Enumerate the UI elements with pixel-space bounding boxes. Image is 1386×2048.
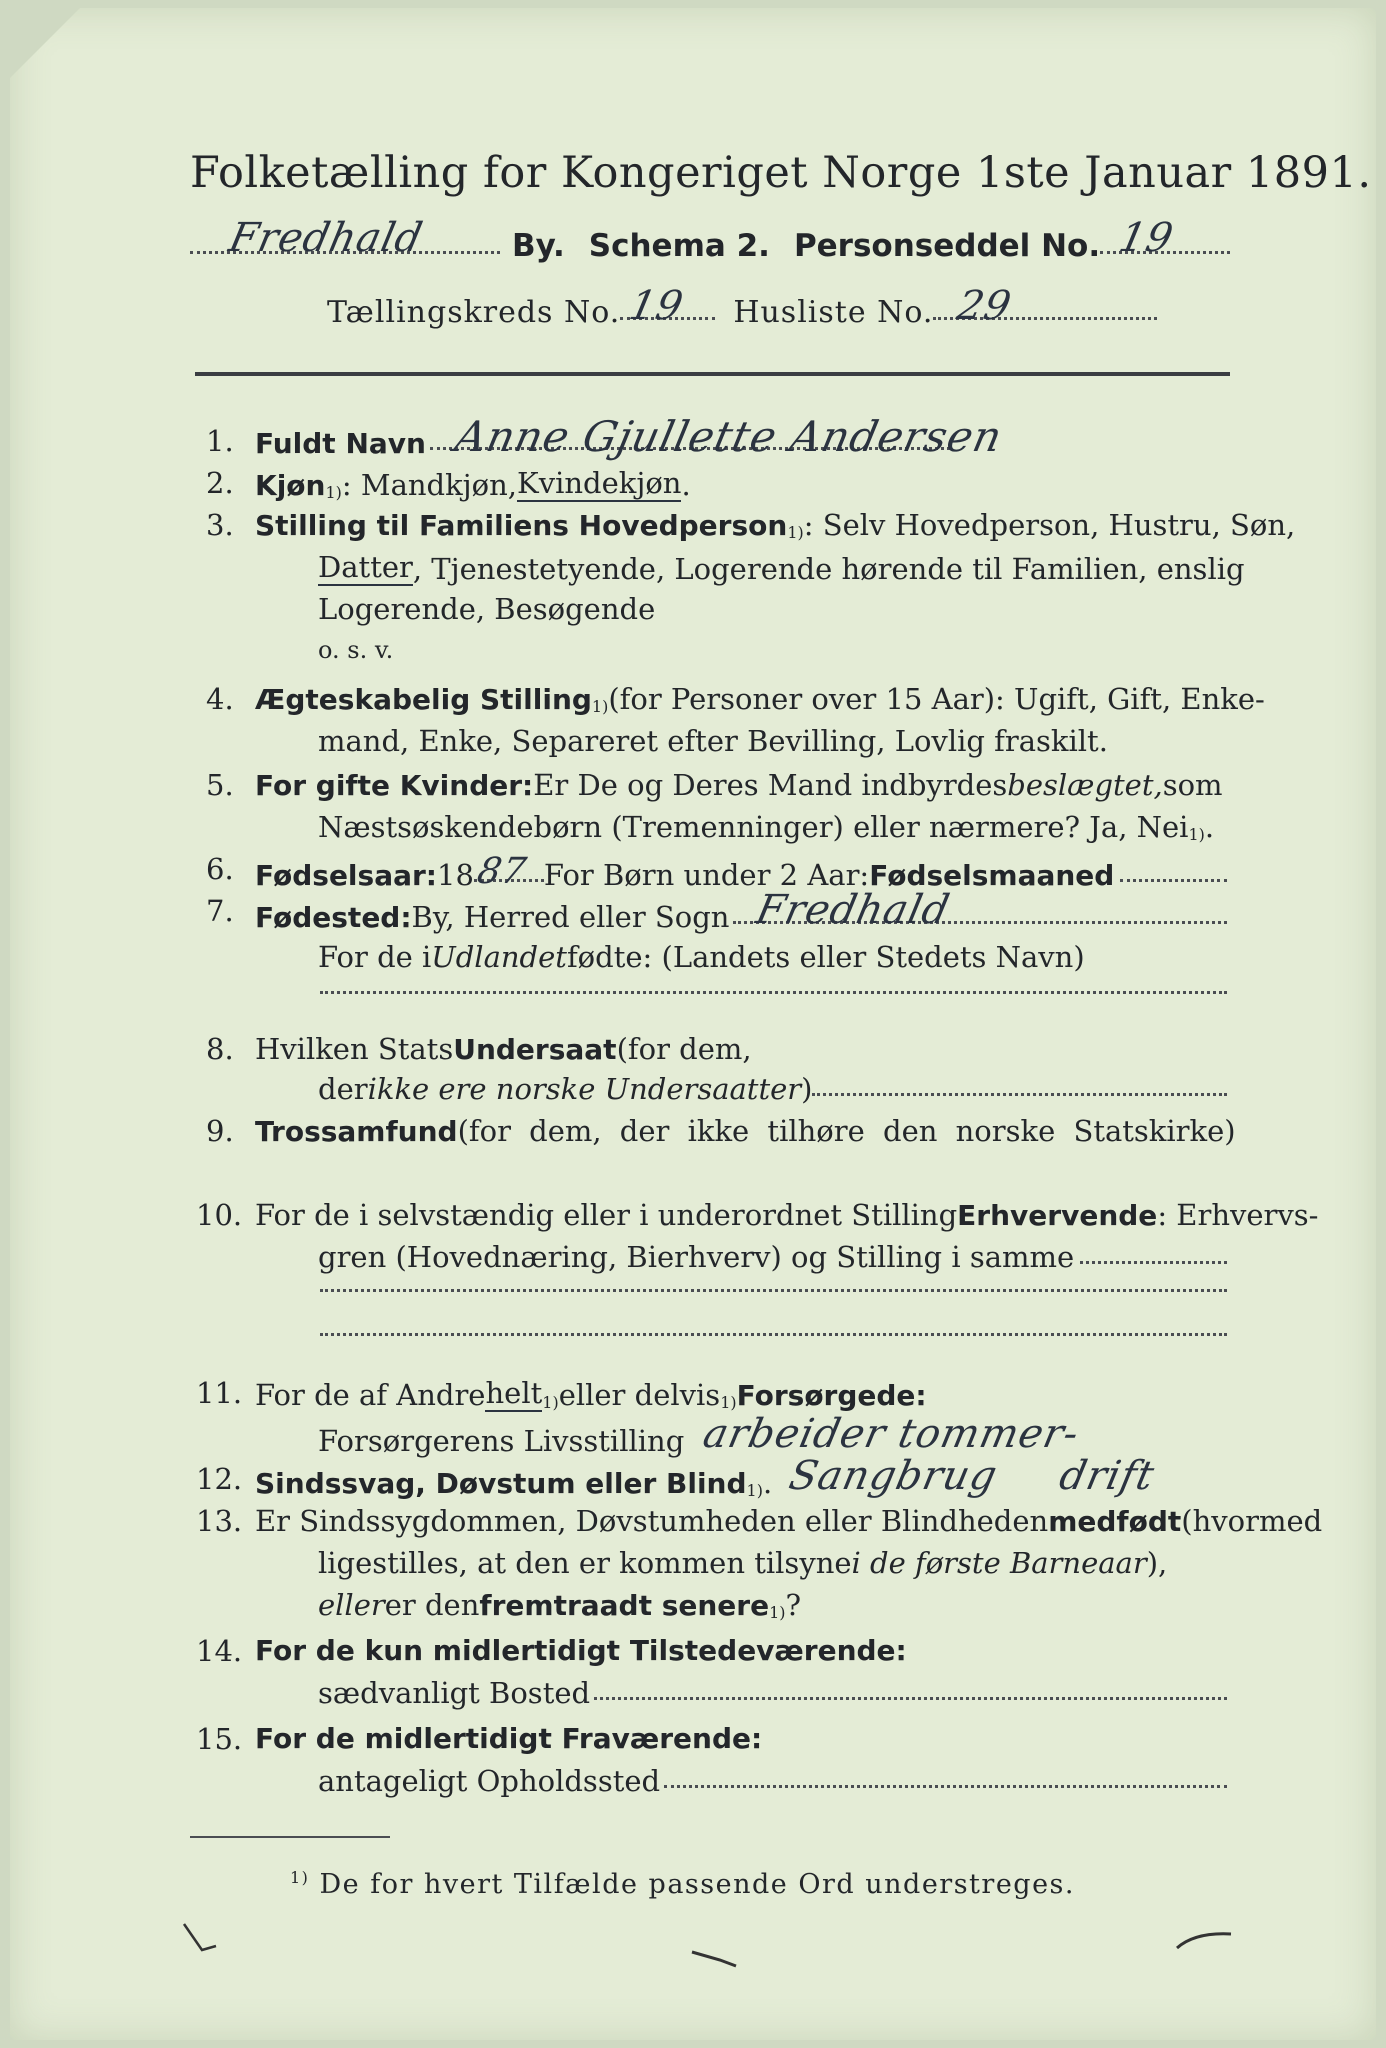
gender-options: : Mandkjøn, [341, 468, 518, 502]
married-women-question: beslægtet, [1007, 768, 1163, 802]
item-congenital-line3 [318, 1588, 801, 1622]
item-number: 7. [206, 894, 234, 928]
item-marital-line1 [255, 682, 1265, 716]
congenital-question: (hvormed [1181, 1504, 1323, 1538]
family-position-label: Stilling til Familiens Hovedperson [255, 509, 788, 542]
item-number: 11. [196, 1376, 243, 1410]
punctuation: ? [785, 1588, 802, 1622]
marital-options: mand, Enke, Separeret efter Bevilling, Lovlig fraskilt. [318, 724, 1108, 758]
item-birthplace-foreign [318, 940, 1085, 974]
family-position-options: Logerende, Besøgende [318, 592, 656, 626]
punctuation: . [681, 468, 691, 502]
item-family-position-line4 [318, 636, 393, 664]
pencil-mark [1175, 1926, 1235, 1954]
item-number: 8. [206, 1032, 234, 1066]
family-position-options: : Selv Hovedperson, Hustru, Søn, [803, 508, 1296, 542]
footnote-marker: 1) [325, 483, 342, 502]
item-birthplace [255, 884, 1227, 934]
item-number: 6. [206, 852, 234, 886]
occupation-answer-line [320, 1322, 1227, 1346]
header-rule [195, 372, 1230, 376]
item-number: 2. [206, 466, 234, 500]
item-number: 15. [196, 1722, 243, 1756]
item-family-position-line1 [255, 508, 1295, 542]
citizenship-question: (for dem, [616, 1032, 752, 1066]
birthplace-value: Fredhald [752, 887, 955, 933]
birth-year-prefix: 18 [437, 858, 474, 892]
family-position-etc: o. s. v. [318, 636, 394, 664]
item-congenital-line2 [318, 1546, 1167, 1580]
item-citizenship-line1 [255, 1032, 752, 1066]
marital-options: (for Personer over 15 Aar): Ugift, Gift, Enke- [608, 682, 1265, 716]
foreign-birth-question: Udlandet [431, 940, 567, 974]
occupation-question: : Erhvervs- [1157, 1198, 1319, 1232]
dependent-label: Forsørgede: [736, 1379, 927, 1412]
footnote [290, 1868, 1075, 1900]
birthplace-label: Fødested: [255, 901, 412, 934]
item-married-women-line2 [318, 810, 1214, 844]
footnote-text: De for hvert Tilfælde passende Ord understreges. [309, 1869, 1075, 1900]
pencil-mark [180, 1920, 220, 1960]
header-line-1 [190, 208, 1230, 264]
provider-occupation-label: Forsørgerens Livsstilling [318, 1424, 685, 1458]
item-temporary-present [255, 1634, 907, 1667]
disability-value: Sangbrug drift [785, 1453, 1159, 1499]
item-usual-residence [318, 1676, 1227, 1710]
personseddel-value: 19 [1115, 215, 1178, 261]
occupation-question: gren (Hovednæring, Bierhverv) og Stilling i samme [318, 1240, 1075, 1274]
married-women-question: Er De og Deres Mand indbyrdes [533, 768, 1008, 802]
item-occupation-line1 [255, 1198, 1318, 1232]
family-position-options: , Tjenestetyende, Logerende hørende til Familien, enslig [412, 552, 1245, 586]
footnote-marker: 1) [542, 1393, 559, 1412]
family-position-selected: Datter [318, 550, 413, 584]
pencil-mark [690, 1946, 740, 1970]
item-number: 1. [206, 424, 234, 458]
occupation-label: Erhvervende [957, 1199, 1158, 1232]
birthplace-options: By, Herred eller Sogn [411, 900, 730, 934]
gender-label: Kjøn [255, 469, 326, 502]
footnote-marker: 1) [787, 523, 804, 542]
item-married-women-line1 [255, 768, 1223, 802]
item-family-position-line2 [318, 550, 1245, 586]
item-disability [255, 1450, 1227, 1500]
kreds-label: Tællingskreds No. [327, 295, 621, 330]
punctuation: ) [801, 1072, 813, 1106]
item-probable-residence [318, 1764, 1227, 1798]
item-occupation-line2 [318, 1240, 1227, 1274]
schema-label: Schema 2. [588, 228, 770, 264]
provider-occupation-value: arbeider tommer- [699, 1411, 1084, 1457]
item-number: 13. [196, 1504, 243, 1538]
item-number: 9. [206, 1114, 234, 1148]
congenital-question: er den [384, 1588, 480, 1622]
foreign-birth-answer-line [320, 980, 1227, 1004]
by-value: Fredhald [225, 215, 428, 261]
item-number: 10. [196, 1198, 243, 1232]
congenital-question: ligestilles, at den er kommen tilsyne [318, 1546, 852, 1580]
usual-residence-label: sædvanligt Bosted [318, 1676, 591, 1710]
item-number: 12. [196, 1462, 243, 1496]
personseddel-label: Personseddel No. [793, 228, 1101, 264]
occupation-question: For de i selvstændig eller i underordnet Stilling [255, 1198, 958, 1232]
husliste-value: 29 [953, 283, 1017, 329]
item-number: 3. [206, 508, 234, 542]
birth-month-question: For Børn under 2 Aar: [543, 858, 870, 892]
married-women-question: Næstsøskendebørn (Tremenninger) eller nærmere? Ja, Nei [318, 810, 1189, 844]
husliste-label: Husliste No. [733, 295, 934, 330]
item-number: 5. [206, 768, 234, 802]
later-onset-label: fremtraadt senere [479, 1589, 770, 1622]
marital-label: Ægteskabelig Stilling [255, 683, 592, 716]
married-women-label: For gifte Kvinder: [255, 769, 534, 802]
congenital-question: eller [318, 1588, 385, 1622]
congenital-label: medfødt [1048, 1505, 1182, 1538]
birth-year-label: Fødselsaar: [255, 859, 437, 892]
punctuation: ), [1146, 1546, 1168, 1580]
by-label: By. [512, 228, 565, 264]
probable-residence-label: antageligt Opholdssted [318, 1764, 661, 1798]
religion-label: Trossamfund [255, 1115, 458, 1148]
birth-year-value: 87 [473, 851, 531, 892]
punctuation: . [1204, 810, 1215, 844]
item-family-position-line3 [318, 592, 655, 626]
item-full-name [255, 412, 1230, 460]
item-temporary-absent [255, 1722, 762, 1755]
disability-label: Sindssvag, Døvstum eller Blind [255, 1467, 747, 1500]
item-citizenship-line2 [318, 1072, 1227, 1106]
item-number: 14. [196, 1634, 243, 1668]
footnote-rule [190, 1836, 390, 1838]
full-name-label: Fuldt Navn [255, 427, 426, 460]
footnote-marker: 1) [1188, 825, 1205, 844]
header-line-2 [327, 280, 1157, 330]
occupation-answer-line [320, 1278, 1227, 1302]
item-gender [255, 466, 691, 502]
dependent-question: For de af Andre [255, 1378, 486, 1412]
foreign-birth-question: fødte: (Landets eller Stedets Navn) [566, 940, 1085, 974]
kreds-value: 19 [625, 283, 689, 329]
dependent-question: eller delvis [558, 1378, 721, 1412]
footnote-marker: 1) [769, 1603, 786, 1622]
full-name-value: Anne Gjullette Andersen [450, 412, 1007, 461]
torn-corner [10, 8, 80, 78]
citizenship-label: Undersaat [453, 1033, 617, 1066]
citizenship-question: Hvilken Stats [255, 1032, 454, 1066]
gender-selected: Kvindekjøn [517, 466, 682, 500]
birth-month-label: Fødselsmaaned [869, 859, 1115, 892]
footnote-marker: 1) [290, 1868, 310, 1887]
congenital-question: Er Sindssygdommen, Døvstumheden eller Blindheden [255, 1504, 1049, 1538]
temporary-absent-label: For de midlertidigt Fraværende: [255, 1722, 763, 1755]
citizenship-question: der [318, 1072, 368, 1106]
item-congenital-line1 [255, 1504, 1322, 1538]
citizenship-question: ikke ere norske Undersaatter [367, 1072, 802, 1106]
item-marital-line2 [318, 724, 1108, 758]
punctuation: . [762, 1466, 773, 1500]
dependent-selected: helt [485, 1376, 543, 1410]
item-number: 4. [206, 682, 234, 716]
religion-question: (for dem, der ikke tilhøre den norske Statskirke) [457, 1114, 1236, 1148]
item-religion [255, 1114, 1236, 1148]
item-dependent-line1 [255, 1376, 927, 1412]
temporary-present-label: For de kun midlertidigt Tilstedeværende: [255, 1634, 907, 1667]
footnote-marker: 1) [591, 697, 609, 716]
foreign-birth-question: For de i [318, 940, 432, 974]
form-title: Folketælling for Kongeriget Norge 1ste Januar 1891. [190, 148, 1372, 198]
married-women-question: som [1162, 768, 1223, 802]
footnote-marker: 1) [746, 1481, 763, 1500]
congenital-question: i de første Barneaar [851, 1546, 1147, 1580]
footnote-marker: 1) [720, 1393, 737, 1412]
